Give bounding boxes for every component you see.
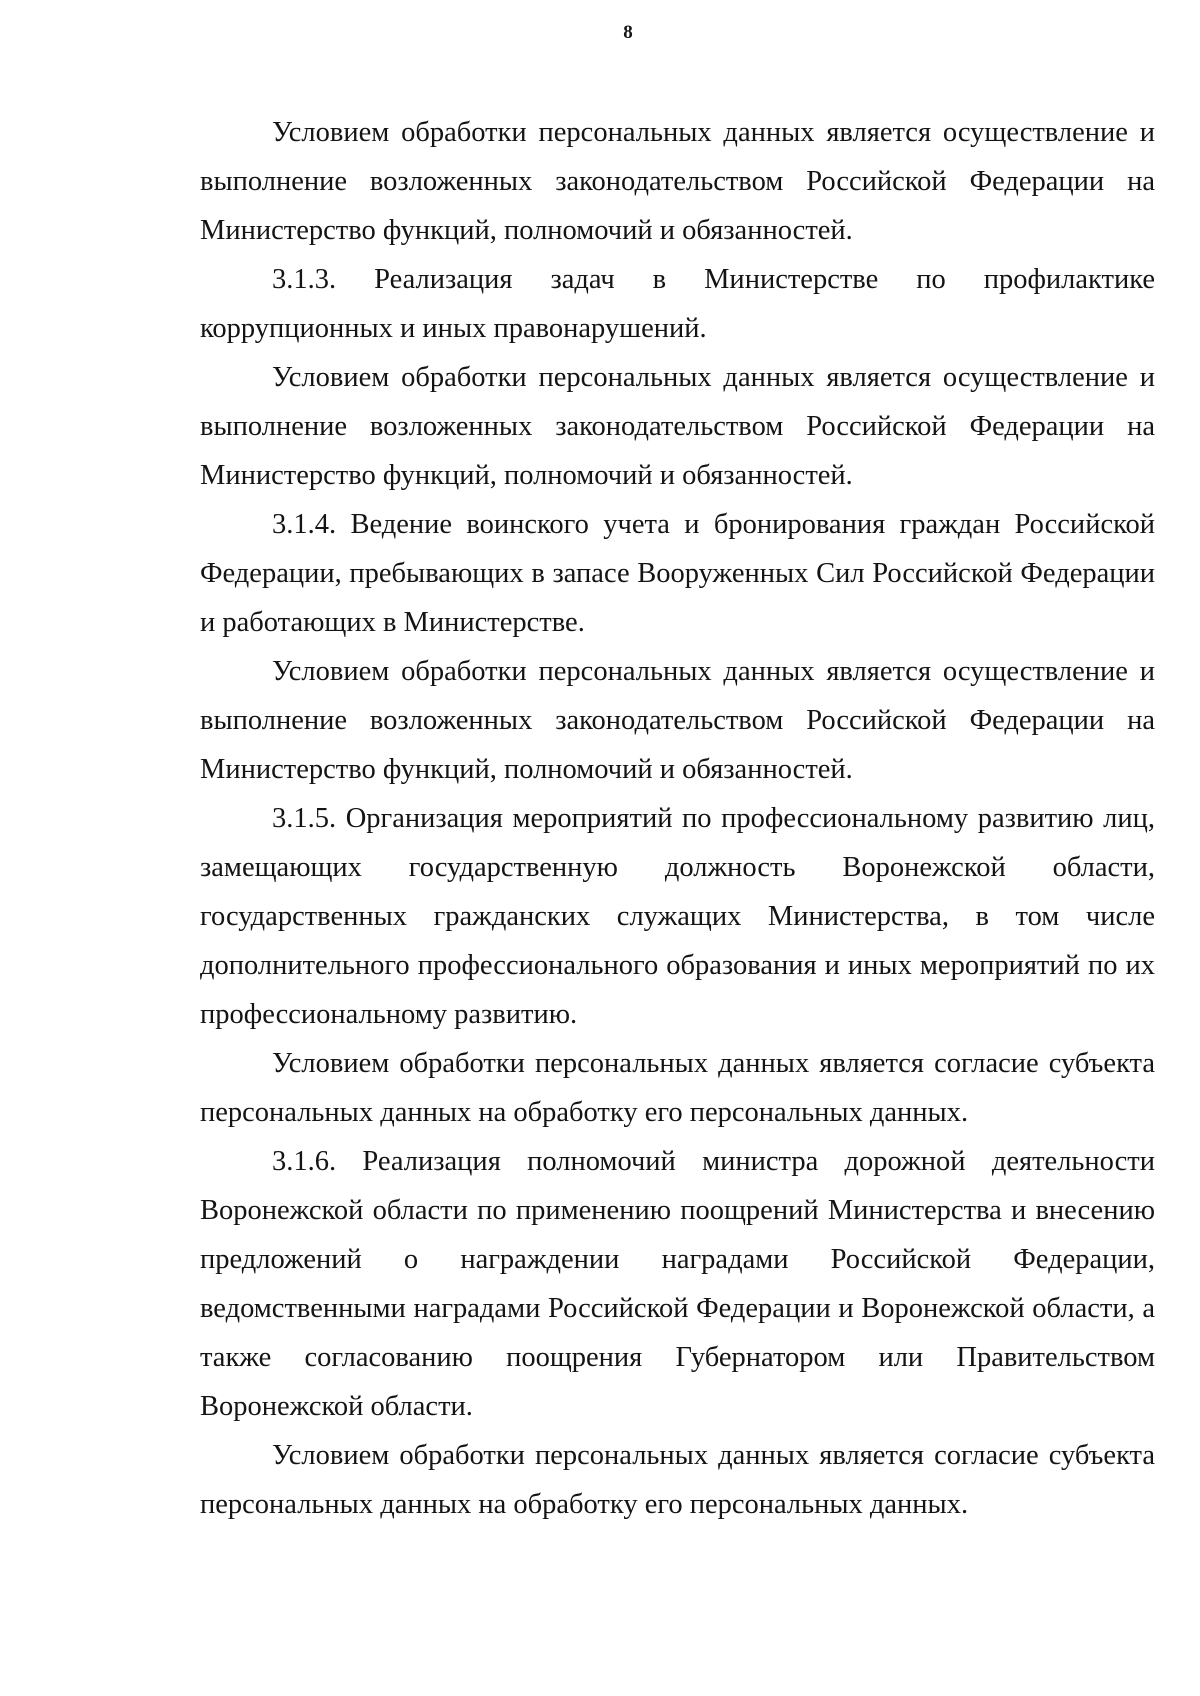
page-number: 8 xyxy=(623,22,633,43)
paragraph-condition-3: Условием обработки персональных данных является осуществление и выполнение возложенных законодательством Российской Федерации на Министерство функций, полномочий и обязанностей. xyxy=(200,656,1155,785)
paragraph-condition-1: Условием обработки персональных данных является осуществление и выполнение возложенных законодательством Российской Федерации на Министерство функций, полномочий и обязанностей. xyxy=(200,117,1155,246)
document-body xyxy=(200,108,1155,1529)
paragraph-3-1-3: 3.1.3. Реализация задач в Министерстве по профилактике коррупционных и иных правонарушений. xyxy=(200,264,1155,344)
paragraph-3-1-4: 3.1.4. Ведение воинского учета и бронирования граждан Российской Федерации, пребывающих в запасе Вооруженных Сил Российской Федерации и работающих в Министерстве. xyxy=(200,509,1155,638)
paragraph-condition-4: Условием обработки персональных данных является согласие субъекта персональных данных на обработку его персональных данных. xyxy=(200,1048,1155,1128)
paragraph-3-1-6: 3.1.6. Реализация полномочий министра дорожной деятельности Воронежской области по применению поощрений Министерства и внесению предложений о награждении наградами Российской Федерации, ведомственными наградами Российской Федерации и Воронежской области, а также согласованию поощрения Губернатором или Правительством Воронежской области. xyxy=(200,1146,1155,1422)
paragraph-condition-5: Условием обработки персональных данных является согласие субъекта персональных данных на обработку его персональных данных. xyxy=(200,1440,1155,1520)
paragraph-condition-2: Условием обработки персональных данных является осуществление и выполнение возложенных законодательством Российской Федерации на Министерство функций, полномочий и обязанностей. xyxy=(200,362,1155,491)
paragraph-3-1-5: 3.1.5. Организация мероприятий по профессиональному развитию лиц, замещающих государственную должность Воронежской области, государственных гражданских служащих Министерства, в том числе дополнительного профессионального образования и иных мероприятий по их профессиональному развитию. xyxy=(200,803,1155,1030)
